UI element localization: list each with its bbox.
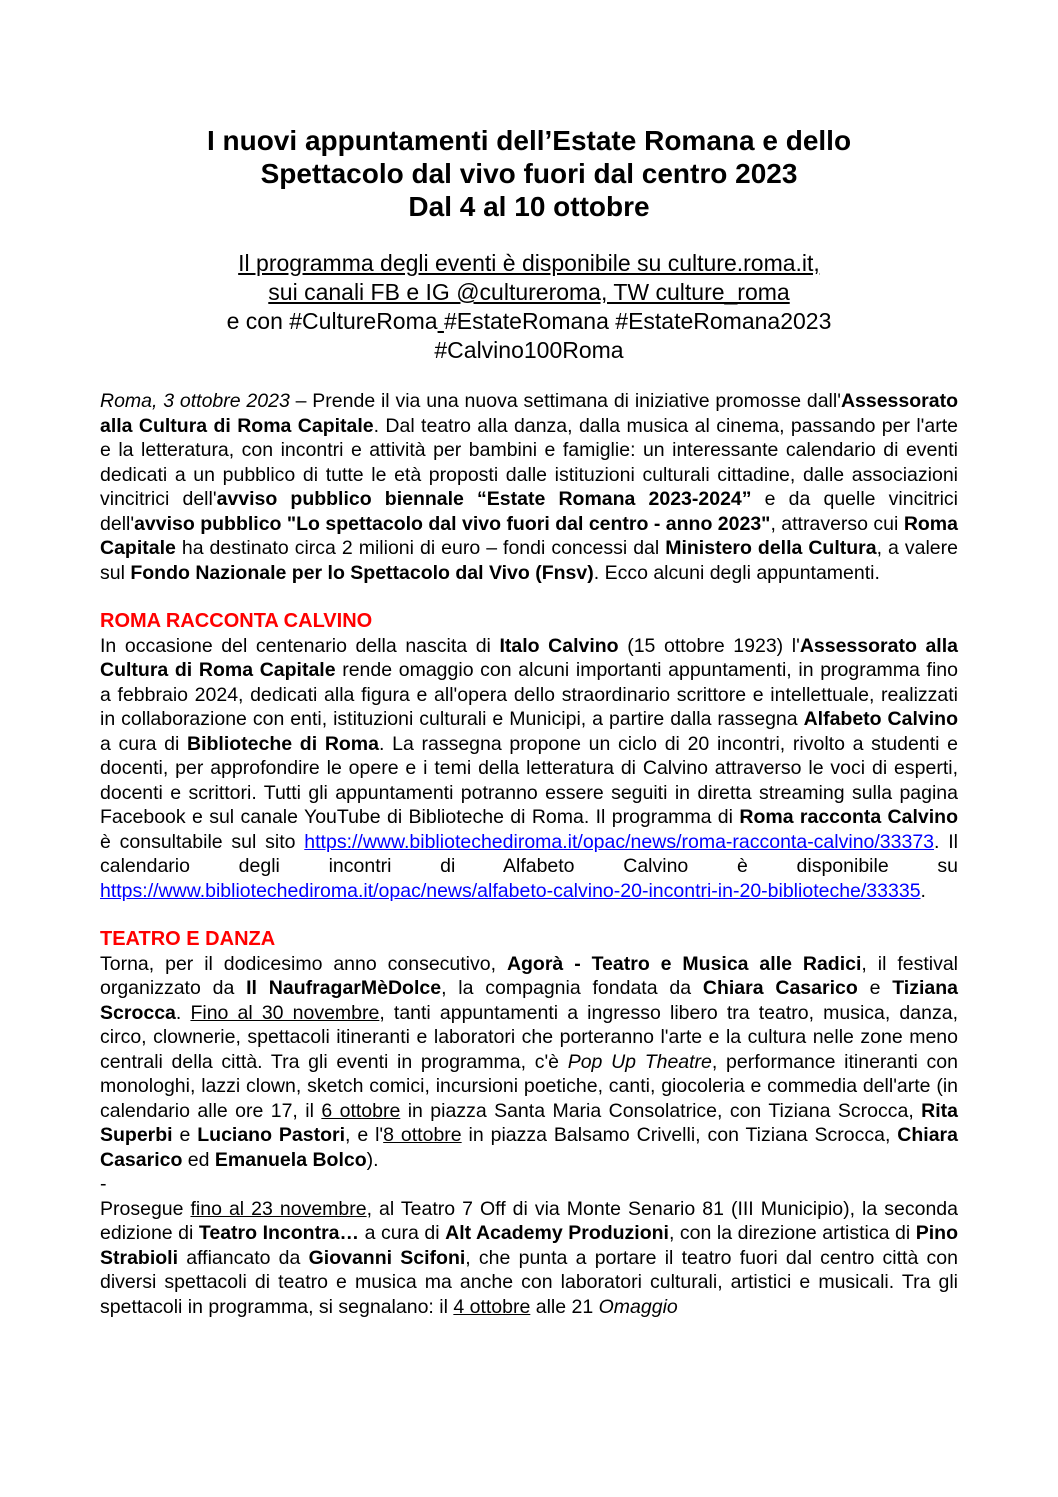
teatro-paragraph-agora-text: in piazza Santa Maria Consolatrice, con Tiziana Scrocca, — [400, 1099, 922, 1122]
document-body — [100, 124, 964, 1319]
teatro-paragraph-agora-text: , la compagnia fondata da — [441, 977, 703, 999]
calvino-paragraph — [100, 634, 964, 904]
hyperlink[interactable]: https://www.bibliotechediroma.it/opac/news/roma-racconta-calvino/33373 — [304, 830, 935, 853]
calvino-paragraph-text: rende omaggio con alcuni importanti appuntamenti, in programma fino a febbraio 2024, dedicati alla figura e all'opera dello straordinario scrittore e intellettuale, realizzati in collaborazione con enti, istituzioni culturali e Municipi, a partire dalla rassegna — [100, 659, 964, 730]
teatro-paragraph-agora-text: ed — [182, 1148, 215, 1171]
intro-paragraph-text: Fondo Nazionale per lo Spettacolo dal Vivo (Fnsv) — [130, 561, 594, 584]
section-heading-roma-racconta-calvino-text: ROMA RACCONTA CALVINO — [100, 610, 373, 632]
document-title-text: Dal 4 al 10 ottobre — [408, 191, 650, 222]
teatro-paragraph-incontra-text: Omaggio — [598, 1295, 678, 1318]
teatro-paragraph-agora-text: in piazza Balsamo Crivelli, con Tiziana Scrocca, — [461, 1124, 898, 1146]
intro-paragraph — [100, 389, 964, 585]
intro-paragraph-text: avviso pubblico biennale “Estate Romana 2023-2024” — [216, 488, 752, 510]
calvino-paragraph-text: . Il calendario degli incontri di Alfabeto Calvino è disponibile su — [100, 830, 964, 877]
teatro-paragraph-agora-text: , performance itineranti con monologhi, lazzi clown, sketch comici, incursioni poetiche, canti, giocoleria e commedia dell'arte (in calendario alle ore 17, il — [100, 1050, 964, 1122]
distribution-note-text: #EstateRomana #EstateRomana2023 — [443, 308, 832, 334]
distribution-note-text: e con #CultureRoma — [226, 308, 438, 334]
intro-paragraph-text: Roma Capitale — [100, 512, 964, 559]
teatro-paragraph-incontra-text: Pino Strabioli — [100, 1222, 964, 1269]
teatro-paragraph-incontra-text: , con la direzione artistica di — [668, 1222, 916, 1244]
teatro-paragraph-incontra-text: fino al 23 novembre — [190, 1197, 367, 1220]
calvino-paragraph-text: è consultabile sul sito — [100, 806, 964, 853]
document-title-text: Spettacolo dal vivo fuori dal centro 2023 — [260, 158, 798, 189]
teatro-paragraph-incontra-text: Alt Academy Produzioni — [445, 1222, 669, 1244]
intro-paragraph-text: Ministero della Cultura — [665, 537, 877, 559]
intro-paragraph-text: avviso pubblico "Lo spettacolo dal vivo fuori dal centro - anno 2023" — [134, 512, 771, 535]
teatro-paragraph-agora-text: e — [857, 977, 893, 999]
teatro-paragraph-agora-text: , il festival organizzato da — [100, 952, 964, 999]
teatro-paragraph-agora — [100, 952, 964, 1173]
calvino-paragraph-text: Italo Calvino — [499, 634, 619, 657]
document-title — [100, 124, 958, 223]
intro-paragraph-text: , attraverso cui — [770, 512, 904, 535]
calvino-paragraph-text: Roma racconta Calvino — [739, 806, 958, 828]
teatro-paragraph-agora-text: 6 ottobre — [321, 1099, 401, 1122]
teatro-paragraph-agora-text: Chiara Casarico — [100, 1124, 964, 1171]
teatro-paragraph-incontra-text: affiancato da — [178, 1246, 309, 1269]
teatro-paragraph-incontra-text: a cura di — [359, 1222, 446, 1244]
distribution-note — [100, 249, 958, 365]
teatro-paragraph-incontra-text: Giovanni Scifoni — [308, 1246, 466, 1269]
separator-dash-text: - — [100, 1173, 107, 1195]
section-heading-teatro-e-danza-text: TEATRO E DANZA — [100, 928, 276, 950]
calvino-paragraph-text: In occasione del centenario della nascita di — [100, 634, 500, 657]
intro-paragraph-text: e da quelle vincitrici dell' — [100, 488, 964, 535]
document-title-text: I nuovi appuntamenti dell’Estate Romana e dello — [206, 125, 852, 156]
teatro-paragraph-agora-text: , tanti appuntamenti a ingresso libero tra teatro, musica, danza, circo, clownerie, spettacoli itineranti e laboratori che porteranno l'arte e la cultura nelle zone meno centrali della città. Tra gli eventi in programma, c'è — [100, 1001, 964, 1073]
separator-dash — [100, 1172, 958, 1197]
teatro-paragraph-incontra-text: , che punta a portare il teatro fuori dal centro città con diversi spettacoli di teatro e musica ma anche con laboratori culturali, artistici e musicali. Tra gli spettacoli in programma, si segnalano: il — [100, 1246, 964, 1318]
teatro-paragraph-agora-text: , e l' — [345, 1124, 384, 1146]
teatro-paragraph-agora-text: Il NaufragarMèDolce — [246, 977, 442, 999]
teatro-paragraph-agora-text: 8 ottobre — [383, 1124, 462, 1146]
teatro-paragraph-incontra-text: Teatro Incontra… — [198, 1222, 360, 1244]
teatro-paragraph-incontra-text: alle 21 — [530, 1295, 599, 1318]
teatro-paragraph-incontra-text: Prosegue — [100, 1197, 191, 1220]
teatro-paragraph-agora-text: Torna, per il dodicesimo anno consecutivo, — [100, 952, 507, 975]
distribution-note-text: sui canali FB e IG @cultureroma, TW culture_roma — [268, 279, 790, 305]
teatro-paragraph-incontra-text: , al Teatro 7 Off di via Monte Senario 81 (III Municipio), la seconda edizione di — [100, 1197, 964, 1244]
calvino-paragraph-text: Assessorato alla Cultura di Roma Capitale — [100, 634, 964, 681]
teatro-paragraph-agora-text: Emanuela Bolco — [214, 1148, 367, 1171]
intro-paragraph-text: Roma, 3 ottobre 2023 — [100, 390, 290, 412]
intro-paragraph-text: – Prende il via una nuova settimana di iniziative promosse dall' — [289, 390, 841, 412]
teatro-paragraph-agora-text: e — [172, 1124, 198, 1146]
teatro-paragraph-agora-text: Luciano Pastori — [197, 1124, 346, 1146]
intro-paragraph-text: ha destinato circa 2 milioni di euro – fondi concessi dal — [175, 537, 666, 559]
calvino-paragraph-text: Biblioteche di Roma — [187, 732, 379, 755]
section-heading-teatro-e-danza — [100, 927, 958, 952]
calvino-paragraph-text: . La rassegna propone un ciclo di 20 incontri, rivolto a studenti e docenti, per approfondire le opere e i temi della letteratura di Calvino attraverso le voci di esperti, docenti e scrittori. Tutti gli appuntamenti potranno essere seguiti in diretta streaming sulla pagina Facebook e sul canale YouTube di Biblioteche di Roma. Il programma di — [100, 732, 964, 828]
intro-paragraph-text: . Ecco alcuni degli appuntamenti. — [593, 561, 880, 584]
distribution-note-text: Il programma degli eventi è disponibile su culture.roma.it, — [238, 250, 820, 276]
teatro-paragraph-agora-text: Chiara Casarico — [702, 977, 858, 999]
teatro-paragraph-agora-text: Pop Up Theatre — [567, 1050, 712, 1073]
teatro-paragraph-incontra — [100, 1197, 964, 1320]
intro-paragraph-text: . Dal teatro alla danza, dalla musica al cinema, passando per l'arte e la letteratura, con incontri e attività per bambini e famiglie: un interessante calendario di eventi dedicati a un pubblico di tutte le età proposti dalle istituzioni culturali cittadine, dalle associazioni vincitrici dell' — [100, 414, 964, 510]
teatro-paragraph-agora-text: ). — [366, 1148, 379, 1171]
teatro-paragraph-agora-text: Rita Superbi — [100, 1099, 964, 1146]
calvino-paragraph-text: a cura di — [100, 708, 964, 755]
teatro-paragraph-agora-text: Agorà - Teatro e Musica alle Radici — [506, 952, 862, 975]
teatro-paragraph-incontra-text: 4 ottobre — [453, 1295, 531, 1318]
calvino-paragraph-text: . — [920, 879, 926, 902]
distribution-note-text: #Calvino100Roma — [434, 337, 624, 363]
intro-paragraph-text: Assessorato alla Cultura di Roma Capitale — [100, 390, 964, 437]
intro-paragraph-text: , a valere sul — [100, 537, 964, 584]
teatro-paragraph-agora-text: Tiziana Scrocca — [100, 977, 964, 1024]
section-heading-roma-racconta-calvino — [100, 609, 958, 634]
teatro-paragraph-agora-text: . — [175, 1001, 191, 1024]
calvino-paragraph-text: Alfabeto Calvino — [803, 708, 958, 730]
hyperlink[interactable]: https://www.bibliotechediroma.it/opac/news/alfabeto-calvino-20-incontri-in-20-biblioteche/33335 — [100, 879, 921, 902]
teatro-paragraph-agora-text: Fino al 30 novembre — [190, 1001, 380, 1024]
calvino-paragraph-text: (15 ottobre 1923) l' — [618, 634, 800, 657]
